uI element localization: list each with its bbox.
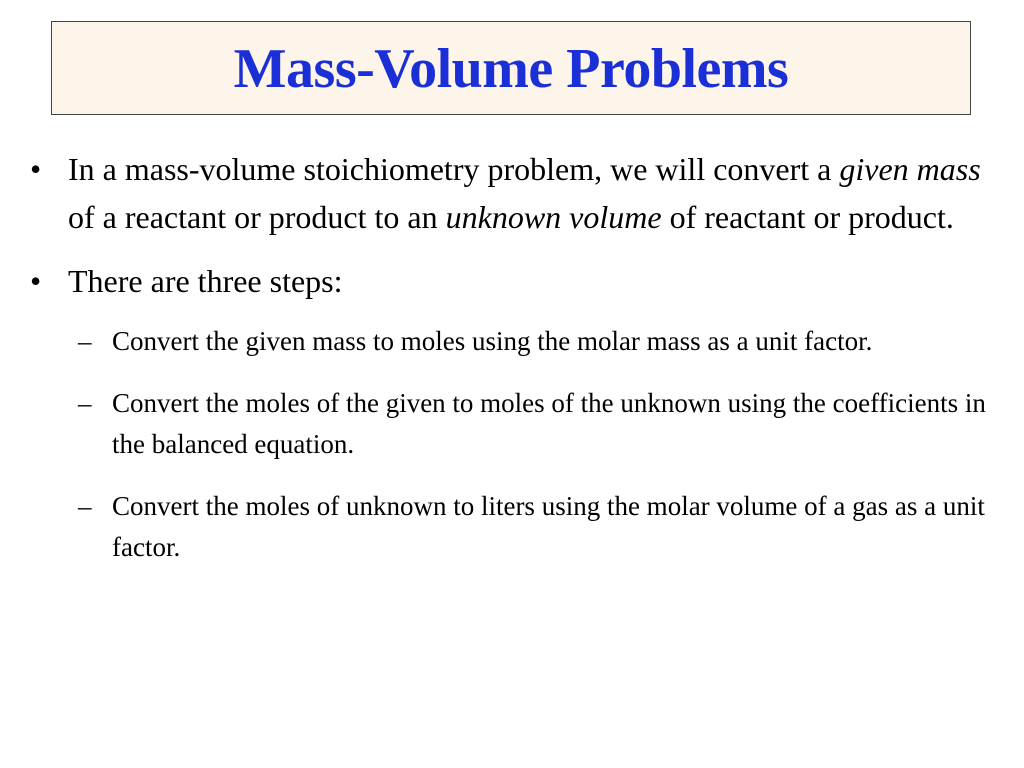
step-text: Convert the moles of the given to moles of the unknown using the coefficients in the balanced equation. (112, 388, 986, 459)
dash-marker: – (78, 388, 92, 418)
bullet-dot: • (30, 151, 42, 187)
bullet-text-segment: of reactant or product. (661, 199, 954, 235)
bullet-dot: • (30, 263, 42, 299)
step-item (30, 321, 1000, 362)
bullet-item (30, 145, 1000, 241)
bullet-text (68, 151, 981, 235)
step-item (30, 383, 1000, 465)
bullet-emphasis: given mass (839, 151, 981, 187)
title-box (51, 21, 971, 115)
steps-list (30, 321, 1000, 568)
bullet-emphasis: unknown volume (445, 199, 662, 235)
step-text: Convert the moles of unknown to liters using the molar volume of a gas as a unit factor. (112, 491, 985, 562)
step-item (30, 486, 1000, 568)
dash-marker: – (78, 491, 92, 521)
step-text: Convert the given mass to moles using the molar mass as a unit factor. (112, 326, 873, 356)
bullet-text: There are three steps: (68, 263, 343, 299)
bullet-text-segment: of a reactant or product to an (68, 199, 446, 235)
dash-marker: – (78, 326, 92, 356)
bullet-text-segment: In a mass-volume stoichiometry problem, we will convert a (68, 151, 840, 187)
slide-body (30, 145, 1000, 589)
bullet-item (30, 257, 1000, 305)
slide-title: Mass-Volume Problems (233, 38, 789, 100)
